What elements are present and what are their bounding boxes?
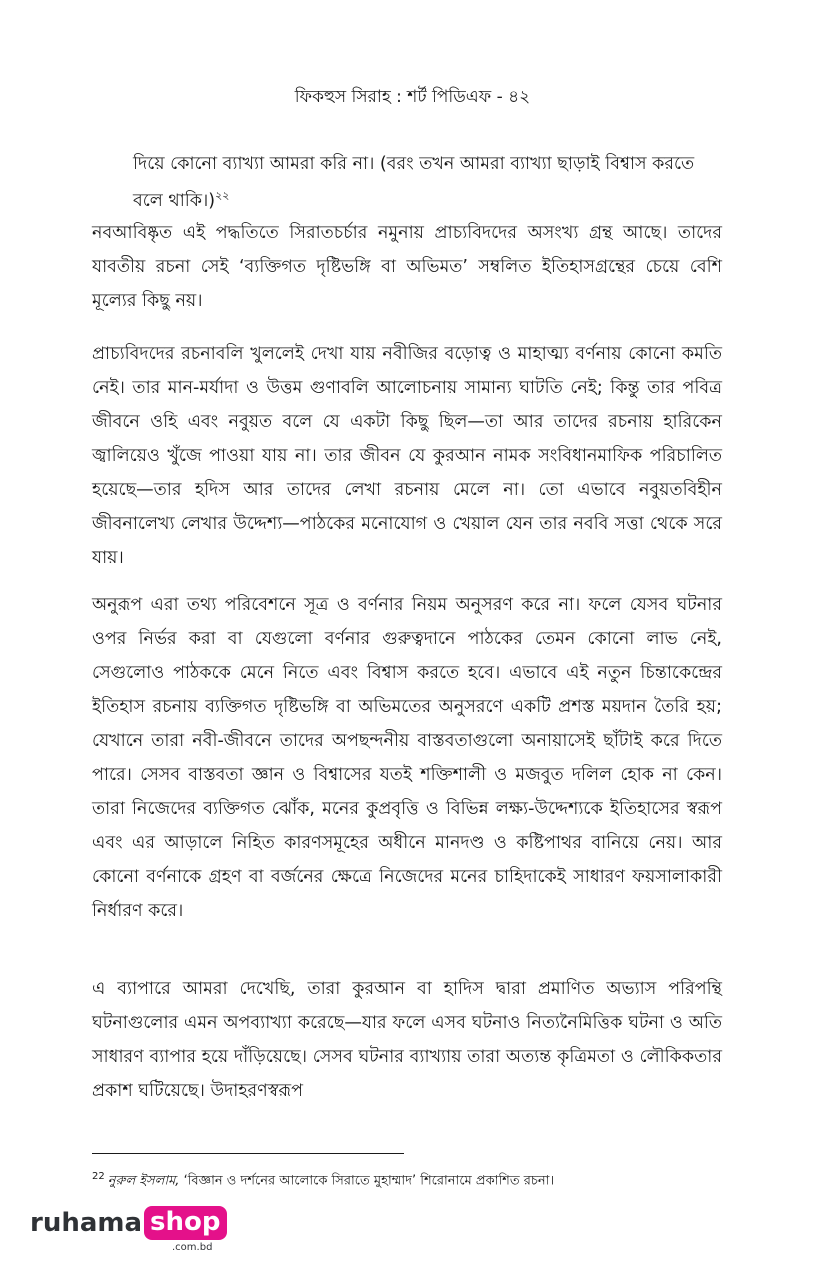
running-header: ফিকহুস সিরাহ : শর্ট পিডিএফ - ৪২ bbox=[294, 87, 531, 107]
footnote bbox=[92, 1168, 732, 1190]
publisher-logo bbox=[30, 1206, 227, 1253]
quote-text: দিয়ে কোনো ব্যাখ্যা আমরা করি না। (বরং তখন আমরা ব্যাখ্যা ছাড়াই বিশ্বাস করতে বলে থাকি।) bbox=[133, 154, 695, 211]
logo-ruhama: ruhama bbox=[30, 1208, 143, 1238]
footnote-ref: ২২ bbox=[215, 189, 230, 202]
logo-domain: .com.bd bbox=[172, 1242, 213, 1253]
paragraph-3: অনুরূপ এরা তথ্য পরিবেশনে সূত্র ও বর্ণনার নিয়ম অনুসরণ করে না। ফলে যেসব ঘটনার ওপর নির্ভর করা বা যেগুলো বর্ণনার গুরুত্বদানে পাঠকের তেমন কোনো লাভ নেই, সেগুলোও পাঠককে মেনে নিতে এবং বিশ্বাস করতে হবে। এভাবে এই নতুন চিন্তাকেন্দ্রের ইতিহাস রচনায় ব্যক্তিগত দৃষ্টিভঙ্গি বা অভিমতের অনুসরণে একটি প্রশস্ত ময়দান তৈরি হয়; যেখানে তারা নবী-জীবনে তাদের অপছন্দনীয় বাস্তবতাগুলো অনায়াসেই ছাঁটাই করে দিতে পারে। সেসব বাস্তবতা জ্ঞান ও বিশ্বাসের যতই শক্তিশালী ও মজবুত দলিল হোক না কেন। তারা নিজেদের ব্যক্তিগত ঝোঁক, মনের কুপ্রবৃত্তি ও বিভিন্ন লক্ষ্য-উদ্দেশ্যকে ইতিহাসের স্বরূপ এবং এর আড়ালে নিহিত কারণসমূহের অধীনে মানদণ্ড ও কষ্টিপাথর বানিয়ে নেয়। আর কোনো বর্ণনাকে গ্রহণ বা বর্জনের ক্ষেত্রে নিজেদের মনের চাহিদাকেই সাধারণ ফয়সালাকারী নির্ধারণ করে। bbox=[92, 595, 722, 921]
logo-shop: shop bbox=[144, 1206, 226, 1240]
paragraph-1: নবআবিষ্কৃত এই পদ্ধতিতে সিরাতচর্চার নমুনায় প্রাচ্যবিদদের অসংখ্য গ্রন্থ আছে। তাদের যাবতীয় রচনা সেই ‘ব্যক্তিগত দৃষ্টিভঙ্গি বা অভিমত’ সম্বলিত ইতিহাসগ্রন্থের চেয়ে বেশি মূল্যের কিছু নয়। bbox=[92, 223, 722, 311]
footnote-author: নুরুল ইসলাম, bbox=[107, 1173, 180, 1189]
footnote-number: 22 bbox=[92, 1171, 105, 1182]
paragraph-4: এ ব্যাপারে আমরা দেখেছি, তারা কুরআন বা হাদিস দ্বারা প্রমাণিত অভ্যাস পরিপন্থি ঘটনাগুলোর এমন অপব্যাখ্যা করেছে—যার ফলে এসব ঘটনাও নিত্যনৈমিত্তিক ঘটনা ও অতি সাধারণ ব্যাপার হয়ে দাঁড়িয়েছে। সেসব ঘটনার ব্যাখ্যায় তারা অত্যন্ত কৃত্রিমতা ও লৌকিকতার প্রকাশ ঘটিয়েছে। উদাহরণস্বরূপ bbox=[92, 979, 722, 1101]
block-quote bbox=[133, 148, 713, 217]
footnote-divider bbox=[92, 1153, 404, 1154]
footnote-text: ‘বিজ্ঞান ও দর্শনের আলোকে সিরাতে মুহাম্মাদ’ শিরোনামে প্রকাশিত রচনা। bbox=[179, 1173, 555, 1189]
paragraph-2: প্রাচ্যবিদদের রচনাবলি খুললেই দেখা যায় নবীজির বড়োত্ব ও মাহাত্ম্য বর্ণনায় কোনো কমতি নেই। তার মান-মর্যাদা ও উত্তম গুণাবলি আলোচনায় সামান্য ঘাটতি নেই; কিন্তু তার পবিত্র জীবনে ওহি এবং নবুয়ত বলে যে একটা কিছু ছিল—তা আর তাদের রচনায় হারিকেন জ্বালিয়েও খুঁজে পাওয়া যায় না। তার জীবন যে কুরআন নামক সংবিধানমাফিক পরিচালিত হয়েছে—তার হদিস আর তাদের লেখা রচনায় মেলে না। তো এভাবে নবুয়তবিহীন জীবনালেখ্য লেখার উদ্দেশ্য—পাঠকের মনোযোগ ও খেয়াল যেন তার নববি সত্তা থেকে সরে যায়। bbox=[92, 344, 722, 568]
